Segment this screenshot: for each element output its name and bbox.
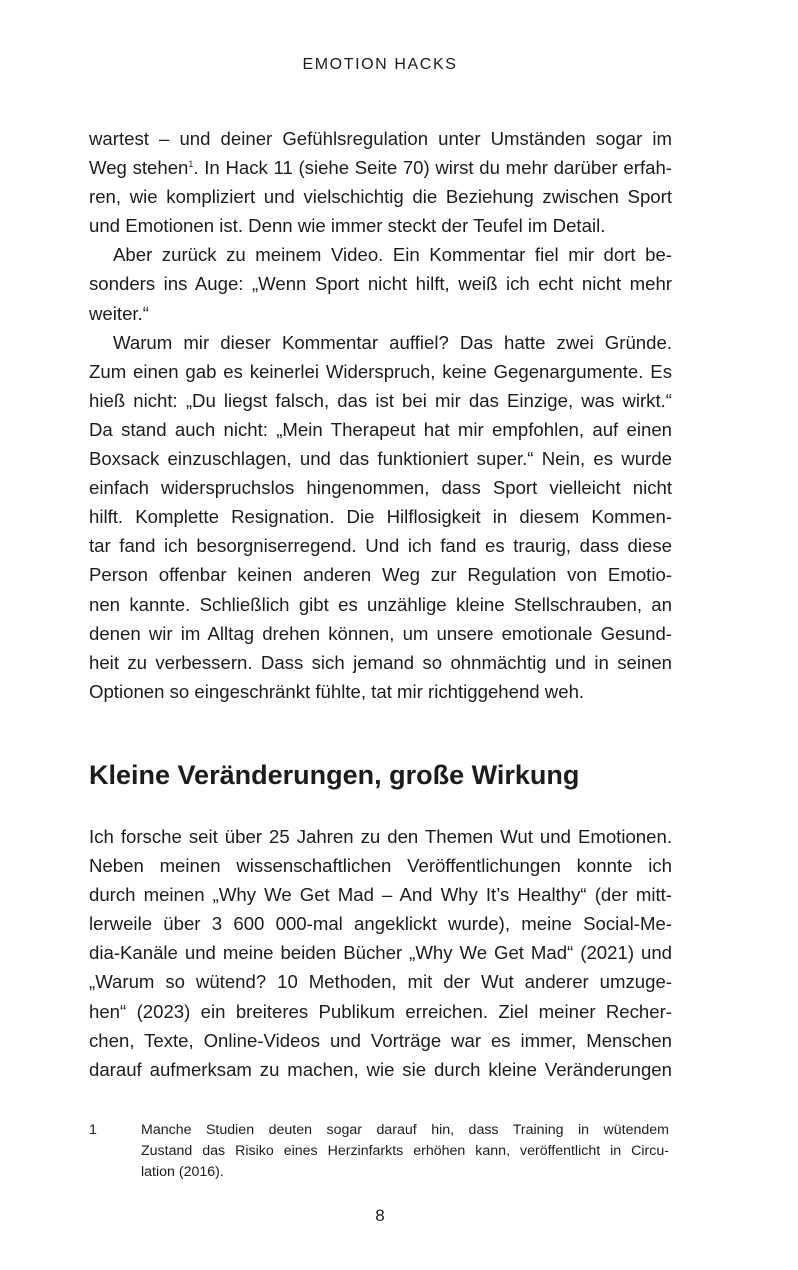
text-line: Da stand auch nicht: „Mein Therapeut hat mir empfohlen, auf einen — [89, 418, 672, 440]
text-line: Neben meinen wissenschaftlichen Veröffentlichungen konnte ich — [89, 855, 672, 877]
text-line: darauf aufmerksam zu machen, wie sie durch kleine Veränderungen — [89, 1058, 672, 1080]
text-line: Person offenbar keinen anderen Weg zur Regulation von Emotio- — [89, 564, 672, 586]
text-line: sonders ins Auge: „Wenn Sport nicht hilft, weiß ich echt nicht mehr — [89, 273, 672, 295]
text-line: Boxsack einzuschlagen, und das funktioniert super.“ Nein, es wurde — [89, 448, 672, 470]
running-head: EMOTION HACKS — [302, 56, 458, 73]
text-line: nen kannte. Schließlich gibt es unzählige kleine Stellschrauben, an — [89, 593, 672, 615]
text-line: Zum einen gab es keinerlei Widerspruch, keine Gegenargumente. Es — [89, 360, 672, 382]
text-line: dia-Kanäle und meine beiden Bücher „Why We Get Mad“ (2021) und — [89, 942, 672, 964]
body-paragraphs-bottom — [89, 822, 672, 1084]
text-line-with-footnote-ref — [89, 153, 672, 182]
text-fragment: . In Hack 11 (siehe Seite 70) wirst du mehr darüber erfah- — [193, 157, 673, 179]
footnote-number: 1 — [89, 1122, 97, 1138]
footnote-reference[interactable]: 1 — [188, 159, 194, 170]
text-line: und Emotionen ist. Denn wie immer steckt der Teufel im Detail. — [89, 215, 606, 237]
text-line: tar fand ich besorgniserregend. Und ich fand es traurig, dass diese — [89, 535, 672, 557]
text-line: hilft. Komplette Resignation. Die Hilflosigkeit in diesem Kommen- — [89, 506, 672, 528]
text-line: hen“ (2023) ein breiteres Publikum erreichen. Ziel meiner Recher- — [89, 1000, 672, 1022]
body-paragraphs-top — [89, 124, 672, 706]
footnote-text — [141, 1120, 669, 1183]
text-line: hieß nicht: „Du liegst falsch, das ist bei mir das Einzige, was wirkt.“ — [89, 389, 672, 411]
text-fragment: Weg stehen — [89, 157, 189, 179]
text-line: chen, Texte, Online-Videos und Vorträge war es immer, Menschen — [89, 1029, 672, 1051]
text-line: lerweile über 3 600 000-mal angeklickt wurde), meine Social-Me- — [89, 913, 672, 935]
text-line: Ich forsche seit über 25 Jahren zu den Themen Wut und Emotionen. — [89, 826, 672, 847]
text-line: Aber zurück zu meinem Video. Ein Kommentar fiel mir dort be- — [113, 244, 672, 266]
text-line: wartest – und deiner Gefühlsregulation unter Umständen sogar im — [89, 128, 672, 149]
text-line: einfach widerspruchslos hingenommen, dass Sport vielleicht nicht — [89, 477, 672, 499]
text-line: Warum mir dieser Kommentar auffiel? Das hatte zwei Gründe. — [113, 331, 672, 353]
page-number: 8 — [375, 1206, 385, 1225]
text-line: „Warum so wütend? 10 Methoden, mit der Wut anderer umzuge- — [89, 971, 672, 993]
text-line: ren, wie kompliziert und vielschichtig die Beziehung zwischen Sport — [89, 186, 672, 208]
text-line: Optionen so eingeschränkt fühlte, tat mir richtiggehend weh. — [89, 680, 585, 702]
footnote-line: lation (2016). — [141, 1164, 224, 1180]
section-heading: Kleine Veränderungen, große Wirkung — [89, 760, 580, 790]
footnote-line: Zustand das Risiko eines Herzinfarkts erhöhen kann, veröffentlicht in Circu- — [141, 1143, 669, 1159]
text-line: weiter.“ — [89, 302, 149, 324]
text-line: heit zu verbessern. Dass sich jemand so ohnmächtig und in seinen — [89, 651, 672, 673]
footnote-line: Manche Studien deuten sogar darauf hin, dass Training in wütendem — [141, 1122, 669, 1138]
text-line: denen wir im Alltag drehen können, um unsere emotionale Gesund- — [89, 622, 672, 644]
text-line: durch meinen „Why We Get Mad – And Why It’s Healthy“ (der mitt- — [89, 884, 672, 906]
